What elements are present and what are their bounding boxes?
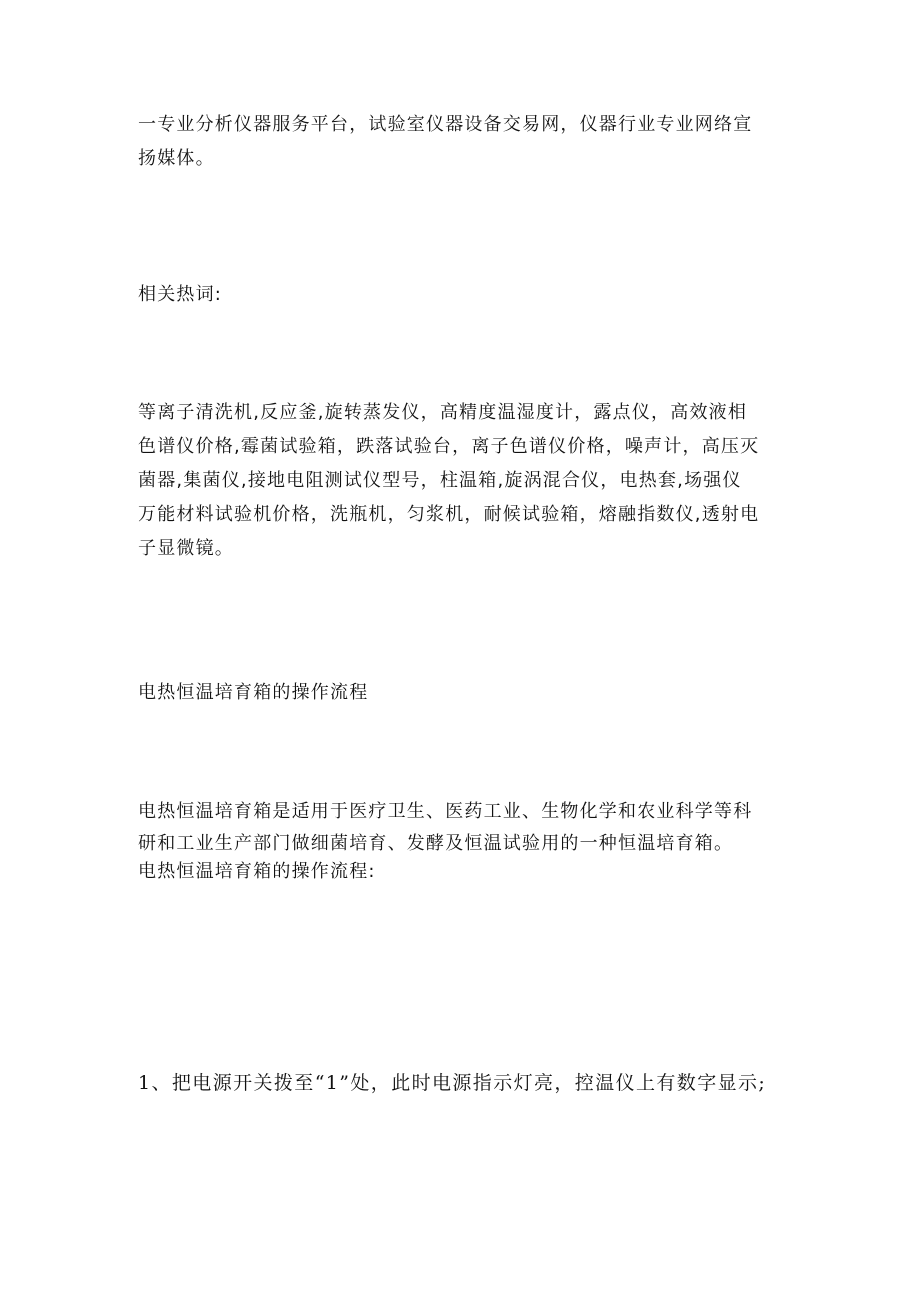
intro-paragraph (138, 108, 788, 176)
intro-line: 扬媒体。 (138, 148, 215, 169)
description-line: 电热恒温培育箱是适用于医疗卫生、医药工业、生物化学和农业科学等科 (138, 801, 753, 822)
section-description (138, 796, 788, 888)
hot-words-line: 菌器,集菌仪,接地电阻测试仪型号，柱温箱,旋涡混合仪，电热套,场强仪 (138, 470, 742, 491)
hot-words-label: 相关热词: (138, 284, 223, 305)
hot-words-line: 万能材料试验机价格，洗瓶机，匀浆机，耐候试验箱，熔融指数仪,透射电 (138, 504, 760, 525)
intro-line: 一专业分析仪器服务平台，试验室仪器设备交易网，仪器行业专业网络宣 (138, 114, 753, 135)
hot-words-line: 等离子清洗机,反应釜,旋转蒸发仪，高精度温湿度计，露点仪，高效液相 (138, 402, 748, 423)
hot-words-paragraph (138, 396, 788, 566)
hot-words-line: 子显微镜。 (138, 538, 234, 559)
step-1-text: 1、把电源开关拨至“1”处，此时电源指示灯亮，控温仪上有数字显示; (138, 1072, 767, 1094)
section-heading: 电热恒温培育箱的操作流程 (138, 682, 369, 703)
hot-words-line: 色谱仪价格,霉菌试验箱，跌落试验台，离子色谱仪价格，噪声计，高压灭 (138, 436, 760, 457)
description-line: 电热恒温培育箱的操作流程: (138, 861, 376, 882)
description-line: 研和工业生产部门做细菌培育、发酵及恒温试验用的一种恒温培育箱。 (138, 833, 734, 854)
